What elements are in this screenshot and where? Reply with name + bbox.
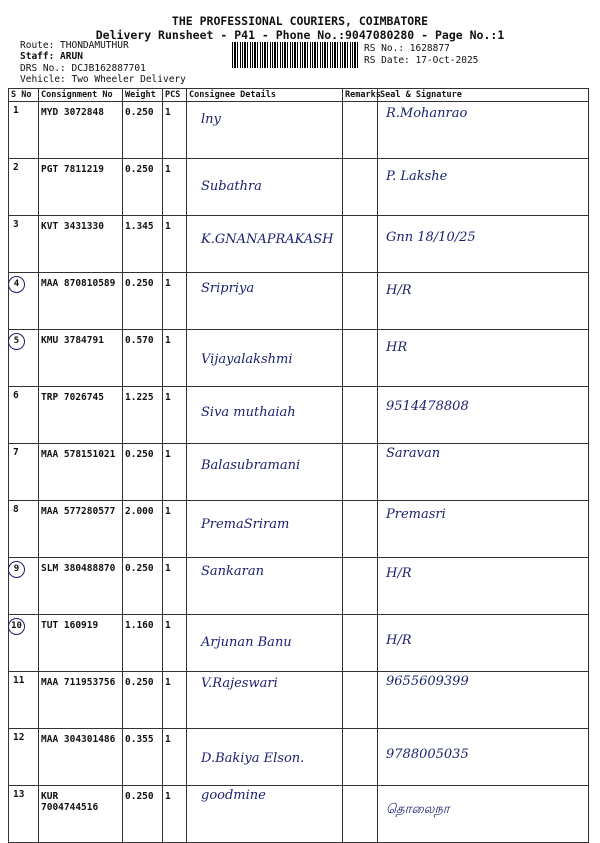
row-sno <box>9 273 39 330</box>
row-consignee <box>187 330 343 387</box>
route-label: Route: THONDAMUTHUR <box>20 40 129 51</box>
row-consignment: MAA 578151021 <box>39 444 123 501</box>
row-weight: 1.345 <box>123 216 163 273</box>
row-sno <box>9 330 39 387</box>
row-signature <box>378 273 589 330</box>
signature-handwritten: Premasri <box>386 507 446 522</box>
signature-handwritten: P. Lakshe <box>386 169 448 184</box>
row-signature <box>378 729 589 786</box>
row-consignee <box>187 558 343 615</box>
staff-label: Staff: ARUN <box>20 51 83 62</box>
table-row <box>9 102 589 159</box>
row-pcs: 1 <box>163 444 187 501</box>
row-sno-value: 10 <box>8 618 25 635</box>
consignee-handwritten-name: PremaSriram <box>201 517 290 532</box>
barcode <box>232 42 358 68</box>
row-signature <box>378 330 589 387</box>
row-remarks <box>343 102 378 159</box>
row-remarks <box>343 786 378 843</box>
row-weight: 0.570 <box>123 330 163 387</box>
row-pcs: 1 <box>163 558 187 615</box>
row-sno <box>9 216 39 273</box>
row-sno <box>9 729 39 786</box>
row-sno-value: 4 <box>8 276 25 293</box>
row-consignment: MAA 577280577 <box>39 501 123 558</box>
col-consignee: Consignee Details <box>187 89 343 102</box>
row-weight: 0.250 <box>123 558 163 615</box>
row-weight: 0.250 <box>123 273 163 330</box>
row-remarks <box>343 159 378 216</box>
row-sno <box>9 786 39 843</box>
rs-number: RS No.: 1628877 <box>364 43 450 54</box>
row-signature <box>378 387 589 444</box>
table-row <box>9 558 589 615</box>
row-consignee <box>187 387 343 444</box>
row-consignment: KMU 3784791 <box>39 330 123 387</box>
row-consignment: KVT 3431330 <box>39 216 123 273</box>
row-remarks <box>343 387 378 444</box>
row-pcs: 1 <box>163 501 187 558</box>
row-sno-value: 8 <box>13 504 19 515</box>
row-sno-value: 6 <box>13 390 19 401</box>
col-sno: S No <box>9 89 39 102</box>
row-weight: 0.355 <box>123 729 163 786</box>
row-pcs: 1 <box>163 216 187 273</box>
row-pcs: 1 <box>163 672 187 729</box>
signature-handwritten: H/R <box>386 283 412 298</box>
row-sno <box>9 672 39 729</box>
row-consignee <box>187 786 343 843</box>
row-consignment: MAA 711953756 <box>39 672 123 729</box>
company-title: THE PROFESSIONAL COURIERS, COIMBATORE <box>171 14 429 28</box>
signature-handwritten: R.Mohanrao <box>386 106 468 121</box>
row-sno-value: 12 <box>13 732 25 743</box>
row-consignee <box>187 159 343 216</box>
row-pcs: 1 <box>163 159 187 216</box>
row-signature <box>378 102 589 159</box>
table-row <box>9 330 589 387</box>
consignee-handwritten-name: Subathra <box>201 179 262 194</box>
signature-handwritten: Saravan <box>386 446 441 461</box>
row-consignment: MAA 304301486 <box>39 729 123 786</box>
row-sno-value: 9 <box>8 561 25 578</box>
signature-handwritten: 9655609399 <box>386 674 469 689</box>
row-weight: 0.250 <box>123 444 163 501</box>
rs-date: RS Date: 17-Oct-2025 <box>364 55 479 66</box>
signature-handwritten: 9514478808 <box>386 399 469 414</box>
row-remarks <box>343 273 378 330</box>
row-signature <box>378 501 589 558</box>
row-sno <box>9 102 39 159</box>
signature-handwritten: தொலைநா <box>386 802 450 817</box>
col-consignment: Consignment No <box>39 89 123 102</box>
table-row <box>9 273 589 330</box>
row-consignee <box>187 102 343 159</box>
row-sno-value: 1 <box>13 105 19 116</box>
row-sno-value: 2 <box>13 162 19 173</box>
row-remarks <box>343 330 378 387</box>
row-sno <box>9 558 39 615</box>
row-consignment: PGT 7811219 <box>39 159 123 216</box>
row-sno <box>9 387 39 444</box>
col-weight: Weight <box>123 89 163 102</box>
table-row <box>9 672 589 729</box>
row-pcs: 1 <box>163 273 187 330</box>
row-weight: 0.250 <box>123 672 163 729</box>
row-sno-value: 11 <box>13 675 25 686</box>
row-remarks <box>343 729 378 786</box>
signature-handwritten: H/R <box>386 566 412 581</box>
row-weight: 1.160 <box>123 615 163 672</box>
table-row <box>9 216 589 273</box>
row-weight: 0.250 <box>123 786 163 843</box>
table-row <box>9 615 589 672</box>
col-pcs: PCS <box>163 89 187 102</box>
consignee-handwritten-name: Sankaran <box>201 564 264 579</box>
col-signature: Seal & Signature <box>378 89 589 102</box>
consignee-handwritten-name: K.GNANAPRAKASH <box>201 232 334 247</box>
row-signature <box>378 159 589 216</box>
row-sno-value: 5 <box>8 333 25 350</box>
row-sno <box>9 444 39 501</box>
row-consignee <box>187 444 343 501</box>
signature-handwritten: Gnn 18/10/25 <box>386 230 476 245</box>
row-signature <box>378 216 589 273</box>
row-pcs: 1 <box>163 102 187 159</box>
row-consignee <box>187 501 343 558</box>
consignee-handwritten-name: goodmine <box>201 788 266 803</box>
row-consignment: MAA 870810589 <box>39 273 123 330</box>
consignee-handwritten-name: V.Rajeswari <box>201 676 278 691</box>
signature-handwritten: 9788005035 <box>386 747 469 762</box>
row-weight: 2.000 <box>123 501 163 558</box>
row-pcs: 1 <box>163 387 187 444</box>
row-consignment: SLM 380488870 <box>39 558 123 615</box>
table-row <box>9 729 589 786</box>
row-signature <box>378 558 589 615</box>
row-consignment: MYD 3072848 <box>39 102 123 159</box>
row-consignee <box>187 729 343 786</box>
row-sno-value: 7 <box>13 447 19 458</box>
row-remarks <box>343 444 378 501</box>
row-weight: 0.250 <box>123 102 163 159</box>
consignee-handwritten-name: Balasubramani <box>201 458 301 473</box>
row-consignee <box>187 672 343 729</box>
row-pcs: 1 <box>163 615 187 672</box>
row-consignee <box>187 273 343 330</box>
table-row <box>9 387 589 444</box>
row-consignee <box>187 216 343 273</box>
row-sno <box>9 501 39 558</box>
table-row <box>9 786 589 843</box>
signature-handwritten: H/R <box>386 633 412 648</box>
runsheet-table <box>8 88 589 843</box>
table-row <box>9 444 589 501</box>
row-signature <box>378 786 589 843</box>
row-signature <box>378 444 589 501</box>
vehicle-label: Vehicle: Two Wheeler Delivery <box>20 74 186 85</box>
row-sno <box>9 615 39 672</box>
consignee-handwritten-name: D.Bakiya Elson. <box>201 751 305 766</box>
col-remarks: Remarks <box>343 89 378 102</box>
row-consignee <box>187 615 343 672</box>
row-remarks <box>343 615 378 672</box>
row-signature <box>378 615 589 672</box>
table-header-row <box>9 89 589 102</box>
consignee-handwritten-name: Arjunan Banu <box>201 635 292 650</box>
row-remarks <box>343 216 378 273</box>
row-remarks <box>343 672 378 729</box>
consignee-handwritten-name: Sripriya <box>201 281 255 296</box>
drs-number: DRS No.: DCJB162887701 <box>20 63 146 74</box>
row-consignment: TRP 7026745 <box>39 387 123 444</box>
row-pcs: 1 <box>163 729 187 786</box>
row-weight: 1.225 <box>123 387 163 444</box>
row-pcs: 1 <box>163 786 187 843</box>
signature-handwritten: HR <box>386 340 408 355</box>
row-signature <box>378 672 589 729</box>
row-pcs: 1 <box>163 330 187 387</box>
row-consignment: KUR 7004744516 <box>39 786 123 843</box>
table-row <box>9 501 589 558</box>
row-sno <box>9 159 39 216</box>
consignee-handwritten-name: Vijayalakshmi <box>201 352 293 367</box>
row-consignment: TUT 160919 <box>39 615 123 672</box>
runsheet-title: Delivery Runsheet - P41 - Phone No.:9047080280 - Page No.:1 <box>95 28 505 42</box>
row-remarks <box>343 558 378 615</box>
row-sno-value: 13 <box>13 789 25 800</box>
consignee-handwritten-name: Siva muthaiah <box>201 405 296 420</box>
row-weight: 0.250 <box>123 159 163 216</box>
row-remarks <box>343 501 378 558</box>
consignee-handwritten-name: lny <box>201 112 221 127</box>
row-sno-value: 3 <box>13 219 19 230</box>
table-row <box>9 159 589 216</box>
